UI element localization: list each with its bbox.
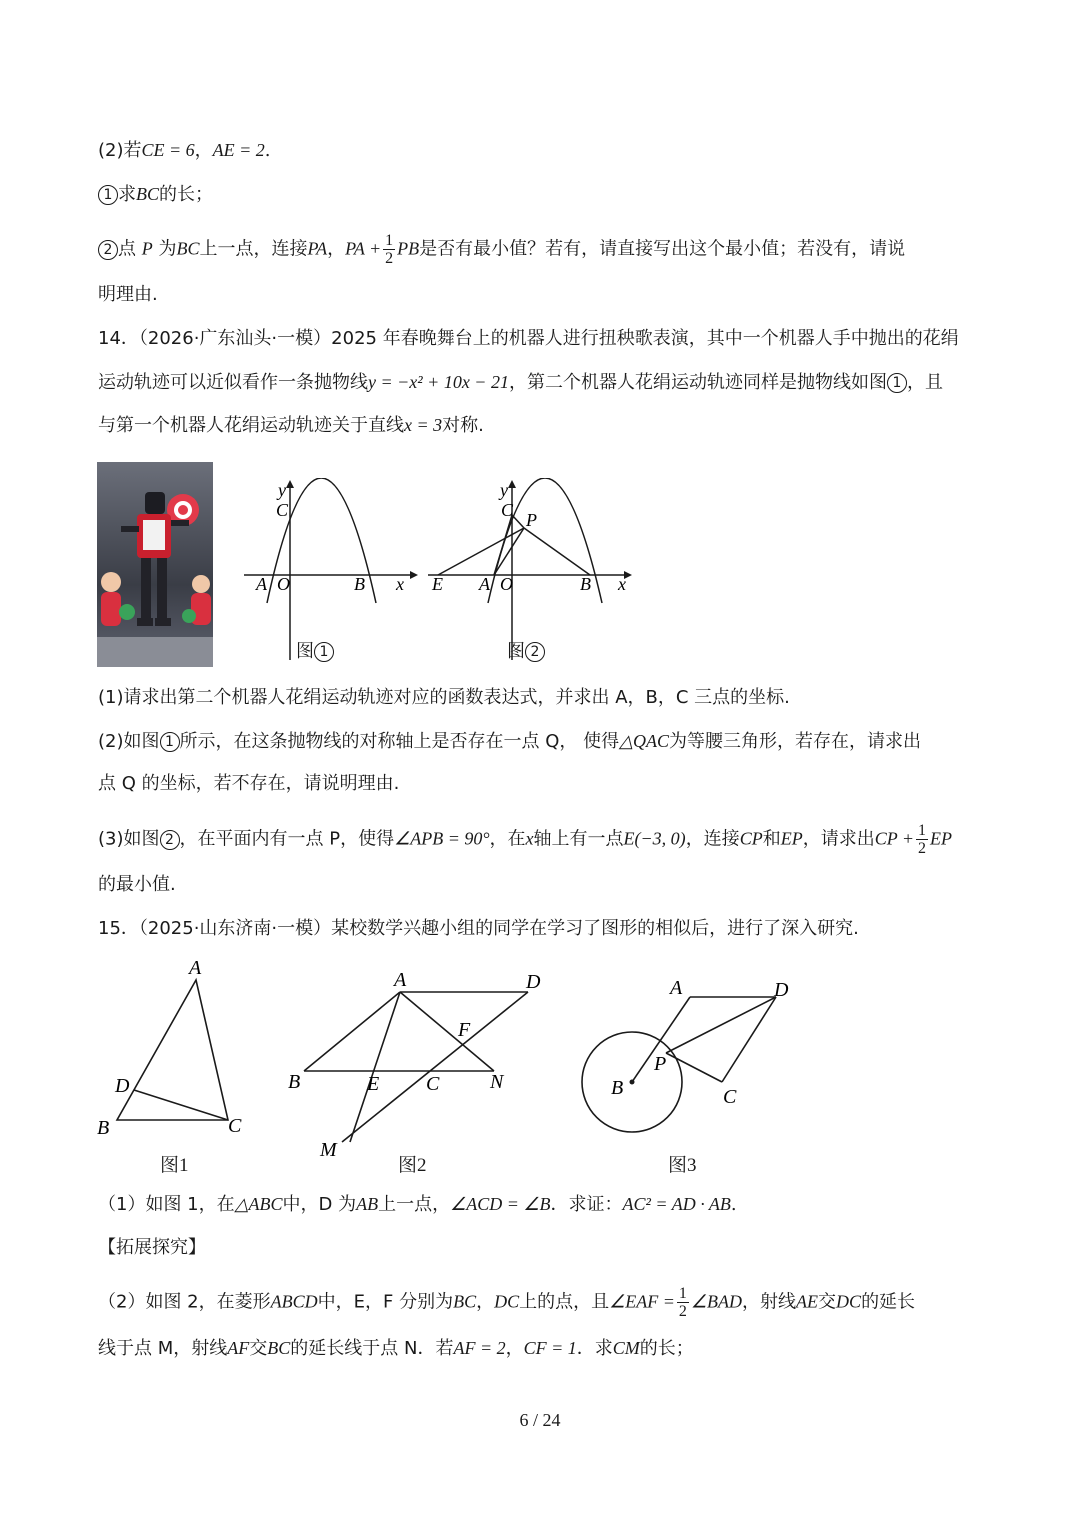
math-expr: AF bbox=[227, 1338, 250, 1358]
label-a: A bbox=[189, 957, 202, 979]
label-y: y bbox=[278, 480, 286, 500]
circled-number: 1 bbox=[887, 373, 907, 393]
text-segment: 轴上有一点 bbox=[533, 828, 624, 850]
fraction bbox=[916, 822, 928, 857]
text-segment: 的延长 bbox=[861, 1291, 916, 1313]
text-segment: ．求 bbox=[576, 1338, 613, 1359]
fraction bbox=[677, 1285, 689, 1320]
text-segment: 的长； bbox=[639, 1338, 694, 1359]
q14-line1 bbox=[98, 327, 959, 351]
text-segment: 图 bbox=[296, 641, 314, 662]
math-expr: AE bbox=[796, 1291, 819, 1312]
segment-cp bbox=[512, 515, 524, 528]
text-segment: 点 bbox=[118, 238, 136, 260]
text-segment: 是否有最小值？若有，请直接写出这个最小值；若没有，请说 bbox=[419, 238, 906, 260]
segment-dp bbox=[666, 997, 776, 1053]
text-segment: 的延长线于点 N．若 bbox=[290, 1338, 454, 1359]
segment-pc bbox=[666, 1053, 722, 1082]
fraction bbox=[383, 232, 395, 267]
text-segment: 的长； bbox=[159, 184, 214, 205]
math-expr: BC bbox=[136, 184, 160, 204]
q14-part3 bbox=[98, 822, 952, 857]
fraction-numerator: 1 bbox=[385, 232, 394, 249]
segment-dc bbox=[134, 1090, 228, 1120]
circled-number: 2 bbox=[525, 642, 545, 662]
math-expr: PA + bbox=[345, 238, 382, 259]
label-x: x bbox=[396, 574, 404, 594]
fig2-caption: 图2 bbox=[398, 1155, 427, 1176]
text-segment: 明理由. bbox=[98, 284, 158, 305]
text-segment: 线于点 M，射线 bbox=[98, 1338, 228, 1359]
fig2-caption bbox=[507, 637, 545, 663]
question-source: （2025·山东济南·一模） bbox=[138, 918, 332, 939]
math-expr: BC bbox=[267, 1338, 291, 1358]
robot-photo-image bbox=[97, 462, 213, 667]
text-segment: 中，E，F 分别为 bbox=[317, 1291, 454, 1313]
text-segment: (2)如图 bbox=[98, 731, 160, 752]
text-segment: 上的点，且 bbox=[519, 1291, 610, 1313]
math-expr: AE = 2 bbox=[212, 140, 265, 160]
label-c: C bbox=[426, 1073, 440, 1095]
math-expr: AC² = AD · AB bbox=[622, 1194, 731, 1214]
ray-am bbox=[350, 992, 400, 1142]
math-expr: x = 3 bbox=[404, 415, 443, 435]
math-expr: E(−3, 0) bbox=[623, 828, 686, 849]
label-b: B bbox=[354, 574, 365, 594]
math-expr: PA bbox=[307, 238, 328, 259]
text-segment: 【拓展探究】 bbox=[98, 1237, 206, 1258]
side-ab bbox=[304, 992, 400, 1071]
math-expr: CF = 1 bbox=[523, 1338, 577, 1358]
text-segment: （2）如图 2，在菱形 bbox=[98, 1291, 271, 1313]
label-o: O bbox=[500, 574, 513, 594]
text-segment: 交 bbox=[249, 1338, 268, 1359]
label-a: A bbox=[256, 574, 267, 594]
q13-sub1-line bbox=[98, 182, 213, 207]
segment-ep bbox=[438, 528, 524, 575]
line-dm bbox=[342, 992, 528, 1142]
q14-line2 bbox=[98, 370, 943, 395]
label-e: E bbox=[432, 574, 443, 594]
fig1-caption bbox=[296, 637, 334, 663]
q13-part2-line bbox=[98, 138, 271, 163]
y-axis-arrow-icon bbox=[508, 480, 516, 488]
label-c: C bbox=[723, 1086, 737, 1108]
q13-sub2-line2 bbox=[98, 283, 158, 307]
robot-photo bbox=[97, 462, 213, 667]
question-number: 15． bbox=[98, 918, 139, 939]
text-segment: 所示，在这条抛物线的对称轴上是否存在一点 Q， 使得 bbox=[179, 731, 620, 752]
q14-figure-2 bbox=[424, 478, 636, 663]
text-segment: 为 bbox=[158, 238, 177, 260]
text-segment: 上一点， bbox=[378, 1194, 451, 1215]
q14-figure-1 bbox=[238, 478, 418, 663]
label-d: D bbox=[526, 971, 541, 993]
label-y: y bbox=[500, 480, 508, 500]
text-segment: (3)如图 bbox=[98, 828, 160, 850]
text-segment: . bbox=[730, 1194, 737, 1215]
math-expr: P bbox=[141, 238, 153, 259]
label-x: x bbox=[618, 574, 626, 594]
q15-figure-1 bbox=[92, 952, 252, 1137]
fraction-numerator: 1 bbox=[918, 822, 927, 839]
math-expr: ∠BAD bbox=[690, 1291, 743, 1312]
math-expr: x bbox=[525, 828, 534, 849]
math-expr: AB bbox=[356, 1194, 379, 1214]
text-segment: ， bbox=[505, 1338, 524, 1359]
math-expr: ∠ACD = ∠B bbox=[450, 1194, 551, 1214]
label-o: O bbox=[277, 574, 290, 594]
text-segment: 2025 年春晚舞台上的机器人进行扭秧歌表演，其中一个机器人手中抛出的花绢 bbox=[331, 328, 959, 349]
text-segment: ， bbox=[476, 1291, 495, 1313]
question-source: （2026·广东汕头·一模） bbox=[138, 328, 332, 349]
text-segment: 上一点，连接 bbox=[199, 238, 308, 260]
label-b: B bbox=[580, 574, 591, 594]
text-segment: 和 bbox=[762, 828, 781, 850]
text-segment: 交 bbox=[818, 1291, 837, 1313]
label-d: D bbox=[115, 1075, 130, 1097]
q15-line1 bbox=[98, 917, 859, 941]
q13-sub2-line bbox=[98, 232, 905, 267]
fig1-caption: 图1 bbox=[160, 1155, 189, 1176]
math-expr: △ABC bbox=[234, 1194, 283, 1214]
text-segment: (1)请求出第二个机器人花绢运动轨迹对应的函数表达式，并求出 A，B，C 三点的坐标. bbox=[98, 687, 790, 708]
fraction-denominator: 2 bbox=[918, 840, 927, 857]
y-axis-arrow-icon bbox=[286, 480, 294, 488]
math-expr: AF = 2 bbox=[453, 1338, 506, 1358]
math-expr: BC bbox=[453, 1291, 477, 1312]
text-segment: 点 Q 的坐标，若不存在，请说明理由. bbox=[98, 773, 400, 794]
text-segment: 某校数学兴趣小组的同学在学习了图形的相似后，进行了深入研究. bbox=[331, 918, 859, 939]
text-segment: （1）如图 1，在 bbox=[98, 1194, 235, 1215]
circled-number: 2 bbox=[98, 240, 118, 260]
math-expr: ∠EAF = bbox=[609, 1291, 675, 1312]
text-segment: ，在 bbox=[489, 828, 526, 850]
segment-pb bbox=[524, 528, 590, 575]
text-segment: 的最小值. bbox=[98, 874, 176, 895]
text-segment: ， bbox=[327, 238, 346, 260]
label-f: F bbox=[458, 1019, 471, 1041]
text-segment: ，连接 bbox=[685, 828, 740, 850]
fraction-numerator: 1 bbox=[678, 1285, 687, 1302]
math-expr: △QAC bbox=[619, 731, 669, 751]
label-b: B bbox=[611, 1077, 624, 1099]
question-number: 14． bbox=[98, 328, 139, 349]
label-d: D bbox=[774, 979, 789, 1001]
math-expr: CE = 6 bbox=[141, 140, 195, 160]
text-segment: 中，D 为 bbox=[282, 1194, 357, 1215]
label-c: C bbox=[501, 500, 514, 520]
text-segment: 为等腰三角形，若存在，请求出 bbox=[668, 731, 921, 752]
text-segment: 若 bbox=[123, 140, 142, 161]
q14-part2-line2 bbox=[98, 772, 399, 796]
q15-figure-2 bbox=[282, 962, 552, 1164]
x-axis-arrow-icon bbox=[410, 571, 418, 579]
part-label: (2) bbox=[98, 140, 124, 161]
text-segment: 图 bbox=[507, 641, 525, 662]
circled-number: 1 bbox=[98, 185, 118, 205]
q14-part2 bbox=[98, 729, 921, 754]
math-expr: CM bbox=[612, 1338, 640, 1358]
label-p: P bbox=[526, 510, 537, 530]
q14-part1 bbox=[98, 686, 790, 710]
text-segment: ，第二个机器人花绢运动轨迹同样是抛物线如图 bbox=[508, 372, 887, 393]
q14-line3 bbox=[98, 413, 484, 438]
q14-part3-line2 bbox=[98, 873, 176, 897]
q15-part2-line2 bbox=[98, 1336, 694, 1361]
circled-number: 1 bbox=[314, 642, 334, 662]
text-segment: 与第一个机器人花绢运动轨迹关于直线 bbox=[98, 415, 404, 436]
segment-ca bbox=[494, 515, 512, 575]
math-expr: ∠APB = 90° bbox=[394, 828, 490, 849]
text-segment: 求 bbox=[118, 184, 136, 205]
segment-ap bbox=[494, 528, 524, 575]
page-number: 6 / 24 bbox=[519, 1410, 561, 1430]
label-m: M bbox=[320, 1139, 337, 1161]
text-segment: ， bbox=[194, 140, 213, 161]
triangle-abc bbox=[117, 980, 228, 1120]
math-expr: CP + bbox=[874, 828, 915, 849]
side-dc bbox=[722, 997, 776, 1082]
math-expr: BC bbox=[176, 238, 200, 259]
label-b: B bbox=[97, 1117, 110, 1137]
text-segment: 运动轨迹可以近似看作一条抛物线 bbox=[98, 372, 368, 393]
label-p: P bbox=[654, 1053, 667, 1075]
label-n: N bbox=[490, 1071, 504, 1093]
circled-number: 2 bbox=[160, 830, 180, 850]
math-expr: DC bbox=[836, 1291, 862, 1312]
label-b: B bbox=[288, 1071, 301, 1093]
math-expr: y = −x² + 10x − 21 bbox=[368, 372, 509, 392]
math-expr: ABCD bbox=[270, 1291, 318, 1312]
q15-part1 bbox=[98, 1192, 737, 1217]
label-a: A bbox=[479, 574, 490, 594]
text-segment: 对称. bbox=[442, 415, 484, 436]
text-segment: ，且 bbox=[906, 372, 943, 393]
text-segment: ，请求出 bbox=[802, 828, 875, 850]
text-segment: ．求证： bbox=[550, 1194, 623, 1215]
label-a: A bbox=[670, 977, 683, 999]
label-e: E bbox=[367, 1073, 380, 1095]
label-a: A bbox=[394, 969, 407, 991]
math-expr: EP bbox=[780, 828, 803, 849]
fraction-denominator: 2 bbox=[385, 250, 394, 267]
math-expr: PB bbox=[397, 238, 420, 259]
q15-figure-3 bbox=[572, 972, 802, 1142]
q15-part2 bbox=[98, 1285, 915, 1320]
q15-heading bbox=[98, 1236, 206, 1260]
fig3-caption: 图3 bbox=[668, 1155, 697, 1176]
label-c: C bbox=[276, 500, 289, 520]
math-expr: DC bbox=[494, 1291, 520, 1312]
math-expr: EP bbox=[930, 828, 953, 849]
text-segment: . bbox=[264, 140, 271, 161]
text-segment: ，在平面内有一点 P，使得 bbox=[179, 828, 395, 850]
math-expr: CP bbox=[739, 828, 763, 849]
text-segment: ，射线 bbox=[742, 1291, 797, 1313]
fraction-denominator: 2 bbox=[678, 1303, 687, 1320]
circled-number: 1 bbox=[160, 732, 180, 752]
label-c: C bbox=[228, 1115, 242, 1137]
